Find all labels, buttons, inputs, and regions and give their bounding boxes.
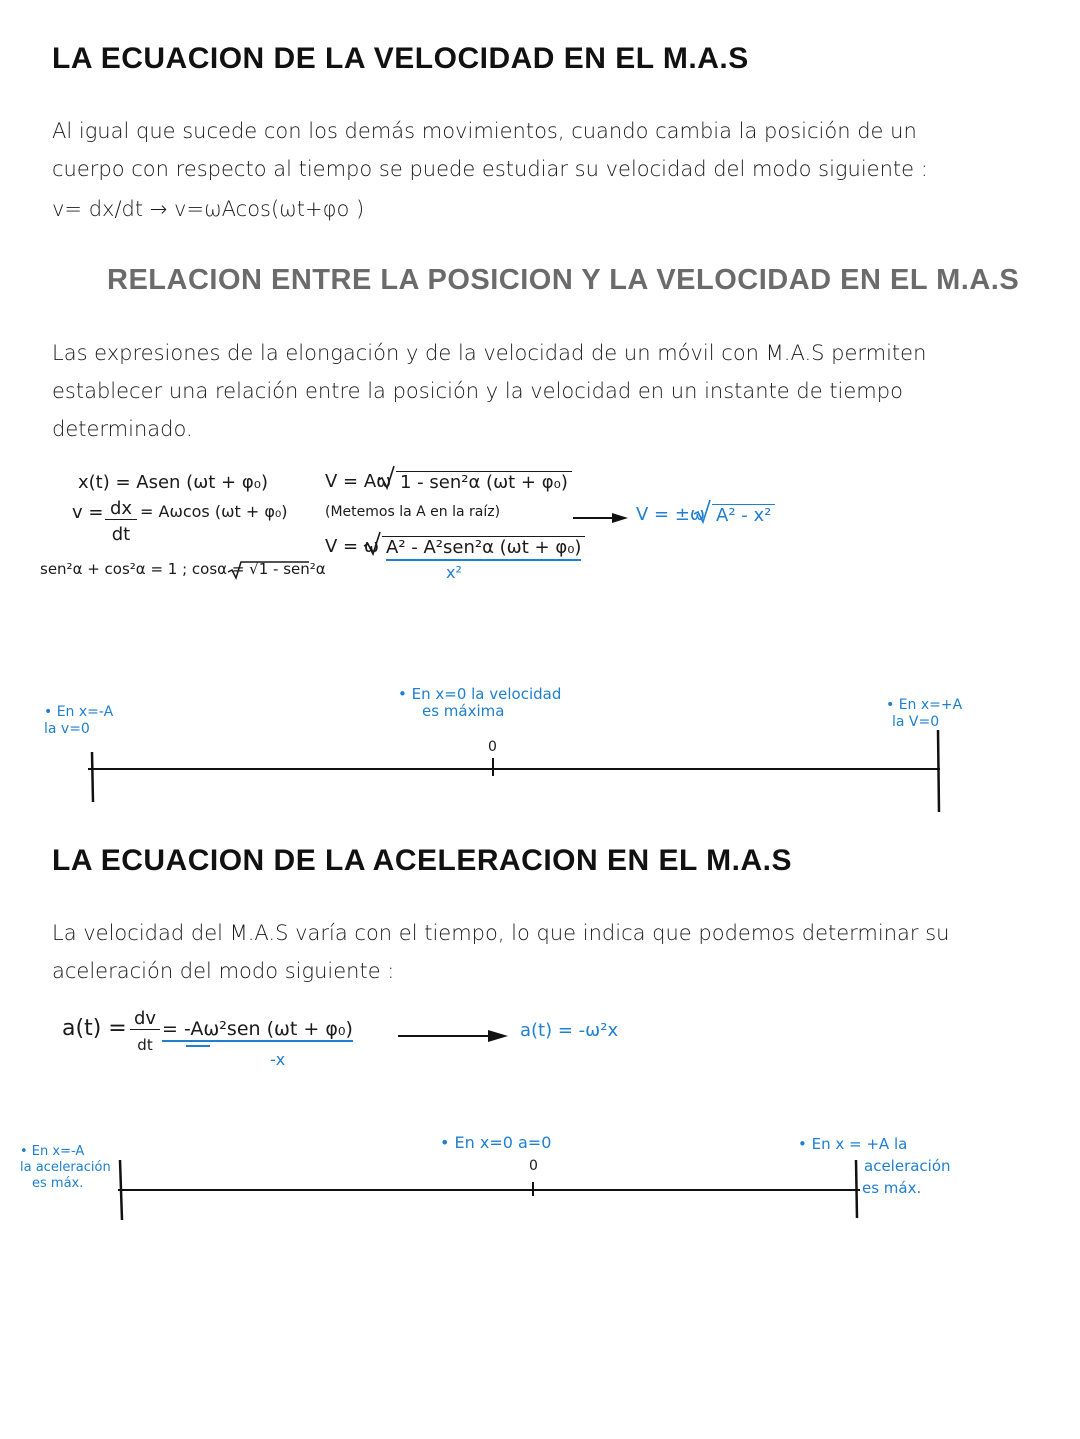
- relation-text-line-2: establecer una relación entre la posición y la velocidad en un instante de tiempo: [52, 379, 903, 403]
- axis1-right-note-line-1: • En x=+A: [886, 697, 963, 713]
- axis2-left-note-line-2: la aceleración: [20, 1160, 111, 1175]
- x-squared-label: x²: [446, 563, 462, 582]
- velocity-result-lhs: V = ±ω: [636, 504, 705, 525]
- result-root-sign: [694, 500, 710, 522]
- axis2-left-note-line-3: es máx.: [32, 1176, 84, 1191]
- velocity-derivative-denominator: dt: [111, 524, 131, 545]
- velocity-derivative-rhs: = Aωcos (ωt + φ₀): [140, 502, 288, 521]
- root-sign-2: [364, 532, 380, 554]
- velocity-root-lhs: V = Aω: [325, 471, 392, 492]
- trig-identity: sen²α + cos²α = 1 ; cosα = √1 - sen²α: [40, 560, 326, 578]
- axis2-center-note: • En x=0 a=0: [440, 1133, 552, 1152]
- acceleration-numerator: dv: [130, 1008, 160, 1030]
- axis2-left-bar: [120, 1160, 122, 1220]
- velocity-result-radicand: A² - x²: [712, 504, 775, 526]
- axis1-left-note-line-1: • En x=-A: [44, 704, 114, 720]
- identity-root-sign: [228, 562, 309, 578]
- relation-text-line-1: Las expresiones de la elongación y de la velocidad de un móvil con M.A.S permiten: [52, 341, 927, 365]
- acceleration-denominator: dt: [137, 1036, 153, 1054]
- acceleration-text-line-2: aceleración del modo siguiente :: [52, 959, 395, 983]
- axis2-right-note-line-2: aceleración: [864, 1157, 951, 1175]
- acceleration-title: LA ECUACION DE LA ACELERACION EN EL M.A.S: [52, 844, 792, 877]
- axis2-right-note-line-3: es máx.: [862, 1179, 922, 1197]
- relation-title: RELACION ENTRE LA POSICION Y LA VELOCIDAD EN EL M.A.S: [107, 264, 1020, 296]
- velocity-equation: v= dx/dt → v=ωAcos(ωt+φo ): [52, 197, 365, 221]
- acceleration-result: a(t) = -ω²x: [520, 1020, 619, 1041]
- acceleration-minus-x: -x: [270, 1050, 286, 1069]
- axis1-origin-label: 0: [488, 739, 497, 755]
- axis1-left-bar: [92, 752, 93, 802]
- axis1-right-note-line-2: la V=0: [892, 714, 940, 730]
- position-formula: x(t) = Asen (ωt + φ₀): [78, 472, 268, 493]
- velocity-root-radicand: 1 - sen²α (ωt + φ₀): [396, 471, 572, 493]
- velocity-text-line-2: cuerpo con respecto al tiempo se puede estudiar su velocidad del modo siguiente :: [52, 157, 928, 181]
- relation-text-line-3: determinado.: [52, 417, 193, 441]
- axis2-right-bar: [856, 1160, 857, 1218]
- velocity-text-line-1: Al igual que sucede con los demás movimientos, cuando cambia la posición de un: [52, 119, 917, 143]
- axis2-origin-label: 0: [529, 1158, 538, 1174]
- axis2-left-note-line-1: • En x=-A: [20, 1144, 85, 1159]
- axis1-left-note-line-2: la v=0: [44, 721, 90, 737]
- arrow-1-head: [612, 513, 628, 523]
- velocity-derivative-lhs: v =: [72, 502, 104, 523]
- velocity-root2-radicand-text: A² - A²sen²α (ωt + φ₀): [386, 537, 581, 561]
- acceleration-lhs: a(t) =: [62, 1016, 127, 1041]
- arrow-2-head: [488, 1030, 508, 1042]
- axis1-right-bar: [938, 730, 939, 812]
- axis1-center-note-line-2: es máxima: [422, 702, 505, 720]
- axis1-center-note-line-1: • En x=0 la velocidad: [398, 685, 562, 703]
- acceleration-rhs-text: = -Aω²sen (ωt + φ₀): [162, 1018, 353, 1040]
- axis2-right-note-line-1: • En x = +A la: [798, 1135, 908, 1153]
- velocity-title: LA ECUACION DE LA VELOCIDAD EN EL M.A.S: [52, 42, 749, 75]
- velocity-root2-lhs: V = ω: [325, 536, 379, 557]
- root-sign-1: [378, 466, 394, 488]
- note-put-A-in-root: (Metemos la A en la raíz): [325, 504, 501, 520]
- acceleration-text-line-1: La velocidad del M.A.S varía con el tiempo, lo que indica que podemos determinar su: [52, 921, 950, 945]
- velocity-derivative-numerator: dx: [105, 498, 137, 520]
